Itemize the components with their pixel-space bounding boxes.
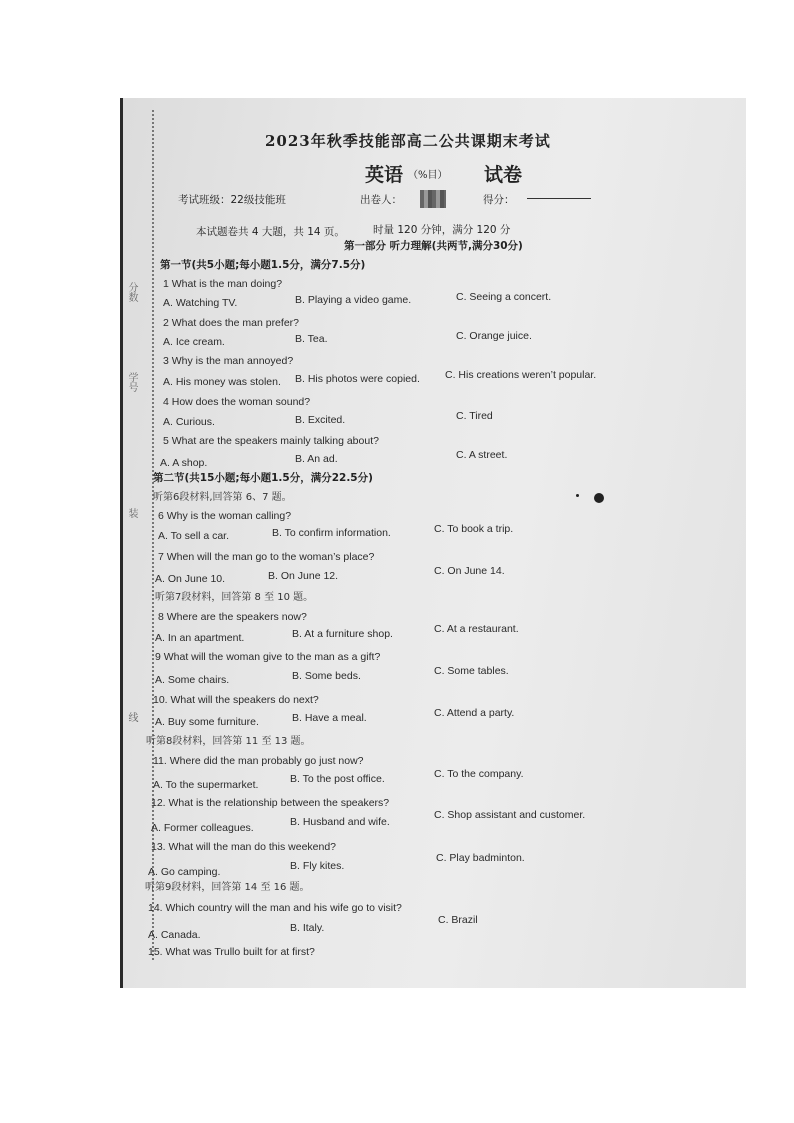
- option-b: B. Excited.: [295, 414, 346, 426]
- option-b: B. Italy.: [290, 922, 325, 934]
- option-a: A. Ice cream.: [163, 336, 225, 348]
- margin-mark: 学号: [126, 372, 137, 392]
- subject-paren: （%目）: [408, 170, 448, 181]
- option-b: B. Playing a video game.: [295, 294, 412, 306]
- question-13: 13. What will the man do this weekend?: [151, 841, 337, 853]
- option-a: A. Watching TV.: [163, 297, 238, 309]
- redacted-name: [420, 190, 446, 208]
- option-c: C. A street.: [456, 449, 508, 461]
- question-1: 1 What is the man doing?: [163, 278, 283, 290]
- question-9: 9 What will the woman give to the man as a gift?: [155, 651, 381, 663]
- subject-suffix: 试卷: [484, 164, 523, 186]
- option-b: B. At a furniture shop.: [292, 628, 393, 640]
- option-c: C. Tired: [456, 410, 493, 422]
- option-a: A. His money was stolen.: [163, 376, 281, 388]
- option-a: A. To the supermarket.: [153, 779, 259, 791]
- section2-heading: 第二节(共15小题;每小题1.5分，满分22.5分): [153, 472, 373, 484]
- exam-summary: 本试题卷共 4 大题，共 14 页。: [196, 226, 345, 238]
- option-c: C. Shop assistant and customer.: [434, 809, 586, 821]
- option-a: A. A shop.: [160, 457, 208, 469]
- option-a: A. In an apartment.: [155, 632, 245, 644]
- ink-spot: [594, 493, 604, 503]
- exam-title: 2023年秋季技能部高二公共课期末考试: [265, 132, 551, 150]
- option-a: A. Go camping.: [148, 866, 221, 878]
- listening-direction: 听第7段材料，回答第 8 至 10 题。: [155, 592, 314, 603]
- option-b: B. To confirm information.: [272, 527, 391, 539]
- listening-direction: 听第6段材料,回答第 6、7 题。: [153, 492, 292, 503]
- question-8: 8 Where are the speakers now?: [158, 611, 307, 623]
- option-b: B. Tea.: [295, 333, 328, 345]
- option-b: B. An ad.: [295, 453, 338, 465]
- class-label: 考试班级：22级技能班: [178, 194, 286, 206]
- option-c: C. At a restaurant.: [434, 623, 519, 635]
- option-a: A. Canada.: [148, 929, 201, 941]
- option-b: B. To the post office.: [290, 773, 385, 785]
- option-b: B. Husband and wife.: [290, 816, 390, 828]
- question-12: 12. What is the relationship between the speakers?: [151, 797, 390, 809]
- option-c: C. Play badminton.: [436, 852, 525, 864]
- part1-heading: 第一部分 听力理解(共两节,满分30分): [344, 240, 523, 252]
- option-b: B. Some beds.: [292, 670, 361, 682]
- option-a: A. To sell a car.: [158, 530, 230, 542]
- option-b: B. Have a meal.: [292, 712, 367, 724]
- question-6: 6 Why is the woman calling?: [158, 510, 292, 522]
- option-a: A. Curious.: [163, 416, 215, 428]
- subject-title: 英语: [365, 164, 404, 186]
- option-c: C. Attend a party.: [434, 707, 515, 719]
- exam-time: 时量 120 分钟，满分 120 分: [373, 224, 511, 236]
- margin-mark: 装: [126, 508, 137, 518]
- margin-mark: 分数: [126, 282, 137, 302]
- author-label: 出卷人：: [360, 194, 402, 206]
- question-4: 4 How does the woman sound?: [163, 396, 311, 408]
- score-blank: [527, 198, 591, 199]
- margin-mark: 线: [126, 712, 137, 722]
- option-c: C. Orange juice.: [456, 330, 532, 342]
- question-5: 5 What are the speakers mainly talking about?: [163, 435, 379, 447]
- question-10: 10. What will the speakers do next?: [153, 694, 319, 706]
- option-b: B. On June 12.: [268, 570, 339, 582]
- section1-heading: 第一节(共5小题;每小题1.5分，满分7.5分): [160, 259, 366, 271]
- ink-spot: [576, 494, 579, 497]
- score-label: 得分：: [483, 194, 515, 206]
- question-2: 2 What does the man prefer?: [163, 317, 299, 329]
- option-b: B. His photos were copied.: [295, 373, 420, 385]
- listening-direction: 听第8段材料，回答第 11 至 13 题。: [146, 736, 311, 747]
- option-a: A. On June 10.: [155, 573, 226, 585]
- option-c: C. Brazil: [438, 914, 478, 926]
- question-11: 11. Where did the man probably go just now?: [153, 755, 364, 767]
- listening-direction: 听第9段材料，回答第 14 至 16 题。: [145, 882, 310, 893]
- question-15: 15. What was Trullo built for at first?: [148, 946, 315, 958]
- option-a: A. Some chairs.: [155, 674, 230, 686]
- question-3: 3 Why is the man annoyed?: [163, 355, 294, 367]
- question-14: 14. Which country will the man and his wife go to visit?: [148, 902, 402, 914]
- option-a: A. Buy some furniture.: [155, 716, 259, 728]
- option-b: B. Fly kites.: [290, 860, 345, 872]
- option-c: C. Some tables.: [434, 665, 509, 677]
- option-c: C. To book a trip.: [434, 523, 514, 535]
- option-c: C. Seeing a concert.: [456, 291, 552, 303]
- question-7: 7 When will the man go to the woman’s place?: [158, 551, 375, 563]
- option-c: C. On June 14.: [434, 565, 505, 577]
- option-c: C. His creations weren’t popular.: [445, 369, 597, 381]
- option-c: C. To the company.: [434, 768, 524, 780]
- option-a: A. Former colleagues.: [151, 822, 254, 834]
